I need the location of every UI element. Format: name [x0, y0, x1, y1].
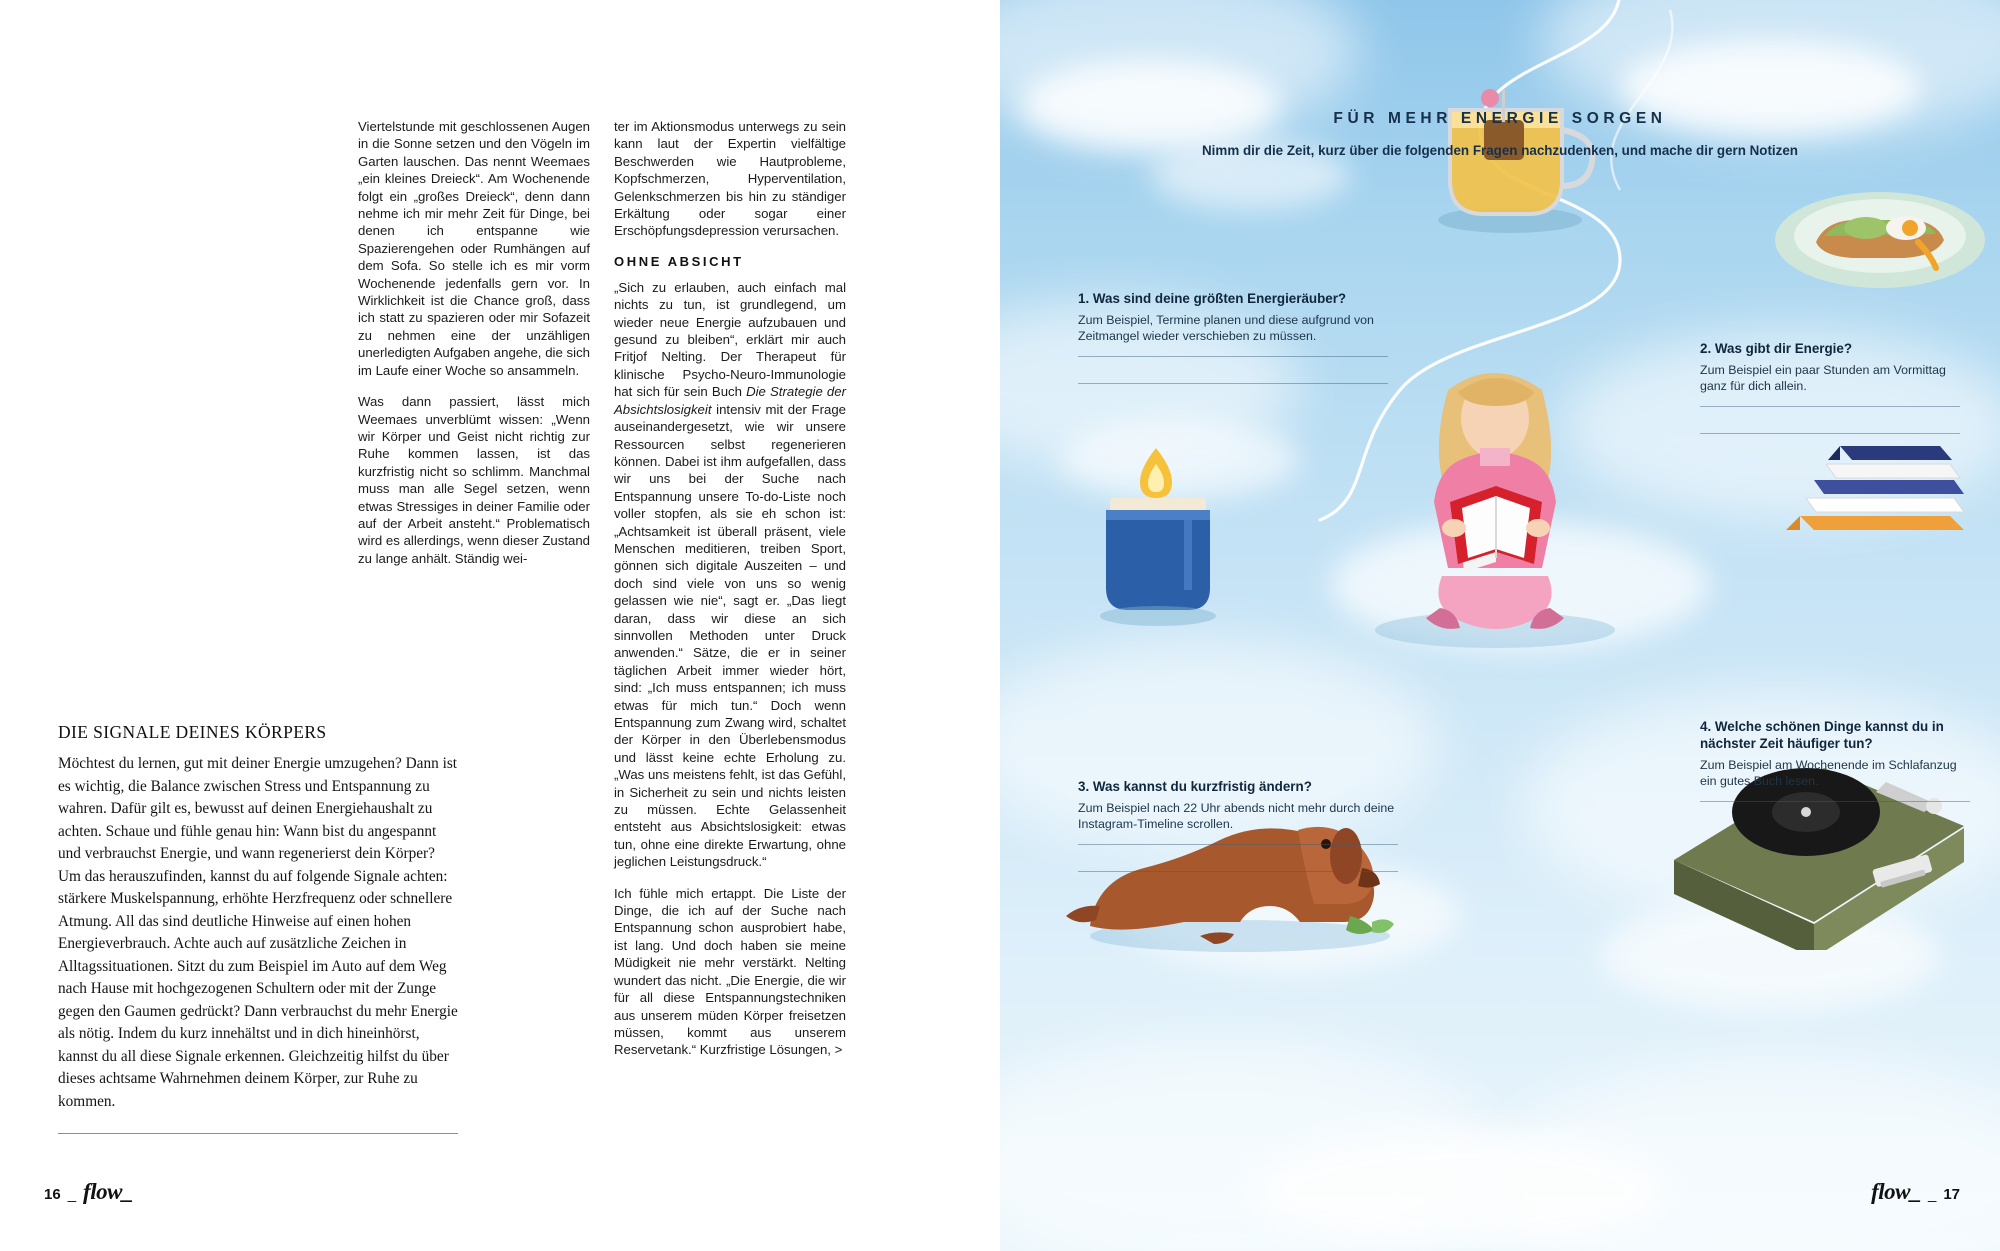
question-block-4 [1700, 718, 1970, 802]
note-line [1078, 356, 1388, 357]
right-page-subtitle: Nimm dir die Zeit, kurz über die folgenden Fragen nachzudenken, und mache dir gern Notizen [1202, 143, 1798, 158]
book-title: Die Strategie der Absichtslosigkeit [614, 384, 846, 417]
question-body: Zum Beispiel ein paar Stunden am Vormittag ganz für dich allein. [1700, 363, 1946, 394]
flow-logo: flow_ [83, 1179, 133, 1205]
note-line [1700, 406, 1960, 407]
question-heading: 4. Welche schönen Dinge kannst du in nächster Zeit häufiger tun? [1700, 719, 1944, 751]
question-block-1 [1078, 290, 1388, 384]
folio-left [44, 1181, 133, 1203]
paragraph: Was dann passiert, lässt mich Weemaes unverblümt wissen: „Wenn wir Körper und Geist nicht richtig zur Ruhe kommen lassen, ist das kurzfristig nicht so schlimm. Manchmal muss man alle Segel setzen, wenn etwas Stressiges in deiner Familie oder auf der Arbeit ansteht.“ Problematisch wird es allerdings, wenn dieser Zustand zu lange anhält. Ständig wei- [358, 394, 590, 566]
folio-dash: _ [1927, 1186, 1937, 1203]
folio-right [1871, 1181, 1960, 1203]
candle-illustration [1070, 420, 1260, 640]
right-page-title: FÜR MEHR ENERGIE SORGEN [1333, 110, 1667, 127]
article-column-2 [614, 118, 846, 1073]
paragraph: ter im Aktionsmodus unterwegs zu sein kann laut der Expertin vielfältige Beschwerden wie Hautprobleme, Kopfschmerzen, Hyperventilation, Gelenkschmerzen bis hin zu ständiger Erkältung oder sogar einer Erschöpfungsdepression verursachen. [614, 119, 846, 239]
question-block-3 [1078, 778, 1398, 872]
question-heading: 1. Was sind deine größten Energieräuber? [1078, 291, 1347, 306]
note-line [1700, 801, 1970, 802]
paragraph: Viertelstunde mit geschlossenen Augen in die Sonne setzen und den Vögeln im Garten lauschen. Das nennt Weemaes „ein kleines Dreieck“. Am Wochenende folgt ein „großes Dreieck“, denn dann nehme ich mir mehr Zeit für Dinge, bei denen ich entspanne wie Spazierengehen oder Rumhängen auf dem Sofa. So stelle ich es mir vorm Wochenende jedenfalls gern vor. In Wirklichkeit ist die Chance groß, dass ich statt zu spazieren oder mir Sofazeit zu nehmen eine der unzähligen unerledigten Aufgaben angehe, die sich im Laufe einer Woche so ansammeln. [358, 119, 590, 378]
paragraph-part-b: intensiv mit der Frage auseinandergesetzt, wie wir unsere Ressourcen selbst regenerieren können. Dabei ist ihm aufgefallen, dass wir uns bei der Suche nach Entspannung unsere To-do-Liste noch voller stopfen, als sie eh schon ist: „Achtsamkeit ist überall präsent, viele Menschen meditieren, treiben Sport, gönnen sich digitale Auszeiten – und doch sind viele von uns so wenig gelassen wie nie“, sagt er. „Das liegt daran, dass wir diese an sich sinnvollen Methoden unter Druck anwenden.“ Sätze, die er in seiner täglichen Arbeit immer wieder hört, sind: „Ich muss entspannen; ich muss etwas für mich tun.“ Doch wenn Entspannung zum Zwang wird, schaltet der Körper in den Überlebensmodus und lässt keine echte Erholung zu. „Was uns meistens fehlt, ist das Gefühl, in Sicherheit zu sein und nichts leisten zu müssen. Echte Gelassenheit entsteht aus Absichtslosigkeit: etwas tun, ohne eine direkte Erwartung, ohne jeglichen Leistungsdruck.“ [614, 401, 846, 870]
avocado-toast-plate-illustration [1770, 170, 1990, 300]
note-line [1078, 383, 1388, 384]
question-body: Zum Beispiel, Termine planen und diese aufgrund von Zeitmangel wieder verschieben zu müssen. [1078, 313, 1374, 344]
paragraph: Ich fühle mich ertappt. Die Liste der Dinge, die ich auf der Suche nach Entspannung schon ausprobiert habe, ist lang. Und doch haben sie meine Müdigkeit nie mehr verstärkt. Nelting wundert das nicht. „Die Energie, die wir für all diese Entspannungstechniken aus unserem müden Körper freisetzen müssen, kommt aus unserem Reservetank.“ Kurzfristige Lösungen, > [614, 885, 846, 1058]
question-body: Zum Beispiel nach 22 Uhr abends nicht mehr durch deine Instagram-Timeline scrollen. [1078, 801, 1395, 832]
divider [58, 1133, 458, 1134]
book-stack-illustration [1760, 420, 1980, 550]
paragraph-with-book-title [614, 279, 846, 871]
question-body: Zum Beispiel am Wochenende im Schlafanzug ein gutes Buch lesen. [1700, 758, 1957, 789]
page-number: 17 [1943, 1186, 1960, 1203]
note-line [1078, 844, 1398, 845]
question-heading: 2. Was gibt dir Energie? [1700, 341, 1853, 356]
section-subheading: OHNE ABSICHT [614, 253, 744, 269]
paragraph-part-a: „Sich zu erlauben, auch einfach mal nichts zu tun, ist grundlegend, um wieder neue Energie aufzubauen und gesund zu bleiben“, erklärt mir auch Fritjof Nelting. Der Therapeut für klinische Psycho-Neuro-Immunologie hat sich für sein Buch [614, 279, 846, 400]
question-block-2 [1700, 340, 1960, 434]
signals-body: Möchtest du lernen, gut mit deiner Energie umzugehen? Dann ist es wichtig, die Balance zwischen Stress und Entspannung zu wahren. Dafür gilt es, bewusst auf deinen Energiehaushalt zu achten. Schaue und fühle genau hin: Wann bist du angespannt und verbrauchst Energie, und wann regenerierst dein Körper? Um das herauszufinden, kannst du auf folgende Signale achten: stärkere Muskelspannung, erhöhte Herzfrequenz oder schnellere Atmung. All das sind deutliche Hinweise auf einen hohen Energieverbrauch. Achte auch auf zusätzliche Zeichen in Alltagssituationen. Sitzt du zum Beispiel im Auto auf dem Weg nach Hause mit hochgezogenen Schultern oder mit der Zunge gegen den Gaumen gedrückt? Dann verbrauchst du mehr Energie als nötig. Indem du kurz innehältst und in dich hineinhörst, kannst du all diese Signale erkennen. Gleichzeitig hilfst du über dieses achtsame Wahrnehmen deinem Körper, zur Ruhe zu kommen. [58, 755, 458, 1110]
right-page-title-block [1000, 110, 2000, 160]
note-line [1700, 433, 1960, 434]
flow-logo: flow_ [1871, 1179, 1921, 1205]
signals-sidebar [58, 722, 458, 1134]
signals-heading: DIE SIGNALE DEINES KÖRPERS [58, 722, 327, 742]
page-number: 16 [44, 1186, 61, 1203]
question-heading: 3. Was kannst du kurzfristig ändern? [1078, 779, 1312, 794]
note-line [1078, 871, 1398, 872]
right-page [1000, 0, 2000, 1251]
folio-dash: _ [67, 1186, 77, 1203]
